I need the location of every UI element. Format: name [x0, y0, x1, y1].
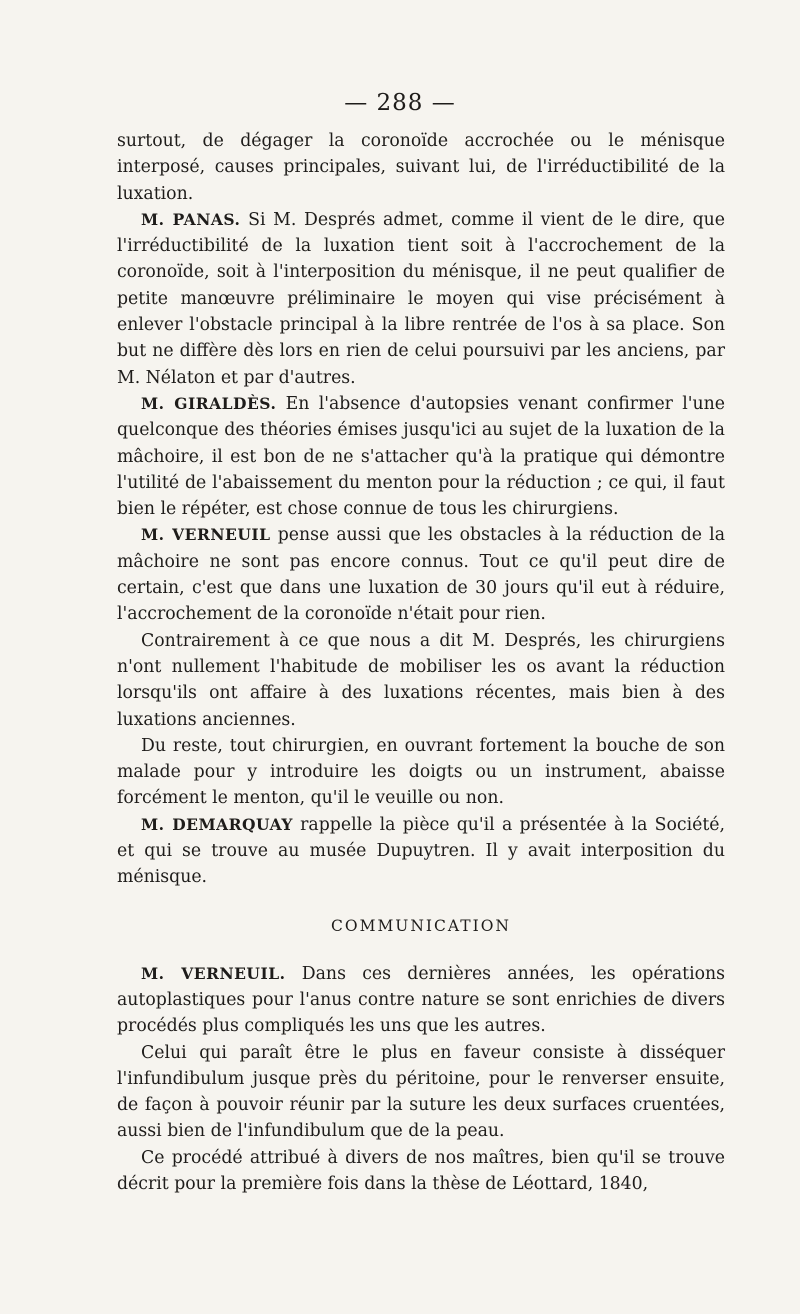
speaker-name: M. PANAS. [141, 209, 241, 229]
paragraph-text: Dans ces dernières années, les opérations autoplastiques pour l'anus contre nature se sont enrichies de divers procédés plus compliqués les uns que les autres. [117, 963, 725, 1037]
paragraph [117, 128, 725, 207]
paragraph-text: Ce procédé attribué à divers de nos maîtres, bien qu'il se trouve décrit pour la première fois dans la thèse de Léottard, 1840, [117, 1147, 725, 1194]
paragraph [117, 522, 725, 627]
paragraph [117, 207, 725, 391]
speaker-name: M. VERNEUIL. [141, 963, 286, 983]
paragraph-text: rappelle la pièce qu'il a présentée à la Société, et qui se trouve au musée Dupuytren. Il y avait interposition du ménisque. [117, 814, 725, 888]
section-heading: COMMUNICATION [331, 916, 511, 935]
paragraphs-before [117, 128, 725, 891]
speaker-name: M. DEMARQUAY [141, 814, 293, 834]
paragraphs-after [117, 961, 725, 1198]
paragraph [117, 628, 725, 733]
page-number: — 288 — [344, 90, 456, 116]
paragraph [117, 961, 725, 1040]
paragraph-text: Celui qui paraît être le plus en faveur consiste à disséquer l'infundibulum jusque près du péritoine, pour le renverser ensuite, de façon à pouvoir réunir par la suture les deux surfaces cruentées, aussi bien de l'infundibulum que de la peau. [117, 1042, 725, 1142]
paragraph-text: pense aussi que les obstacles à la réduction de la mâchoire ne sont pas encore connus. Tout ce qu'il peut dire de certain, c'est que dans une luxation de 30 jours qu'il eut à réduire, l'accrochement de la coronoïde n'était pour rien. [117, 525, 726, 625]
paragraph [117, 1145, 725, 1198]
paragraph-text: Si M. Després admet, comme il vient de le dire, que l'irréductibilité de la luxation tient soit à l'accrochement de la coronoïde, soit à l'interposition du ménisque, il ne peut qualifier de petite manœuvre préliminaire le moyen qui vise précisément à enlever l'obstacle principal à la libre rentrée de l'os à sa place. Son but ne diffère dès lors en rien de celui poursuivi par les anciens, par M. Nélaton et par d'autres. [117, 209, 725, 388]
paragraph [117, 1040, 725, 1145]
paragraph-text: surtout, de dégager la coronoïde accrochée ou le ménisque interposé, causes principales, suivant lui, de l'irréductibilité de la luxation. [117, 131, 725, 204]
paragraph-text: Du reste, tout chirurgien, en ouvrant fortement la bouche de son malade pour y introduire les doigts ou un instrument, abaisse forcément le menton, qu'il le veuille ou non. [117, 735, 725, 809]
speaker-name: M. VERNEUIL [141, 525, 271, 545]
paragraph-text: En l'absence d'autopsies venant confirmer l'une quelconque des théories émises jusqu'ici au sujet de la luxation de la mâchoire, il est bon de ne s'attacher qu'à la pratique qui démontre l'utilité de l'abaissement du menton pour la réduction ; ce qui, il faut bien le répéter, est chose connue de tous les chirurgiens. [117, 393, 725, 520]
speaker-name: M. GIRALDÈS. [141, 393, 277, 413]
paragraph [117, 391, 725, 522]
paragraph-text: Contrairement à ce que nous a dit M. Després, les chirurgiens n'ont nullement l'habitude de mobiliser les os avant la réduction lorsqu'ils ont affaire à des luxations récentes, mais bien à des luxations anciennes. [117, 630, 725, 730]
body-text [117, 128, 725, 1197]
paragraph [117, 733, 725, 812]
paragraph [117, 812, 725, 891]
